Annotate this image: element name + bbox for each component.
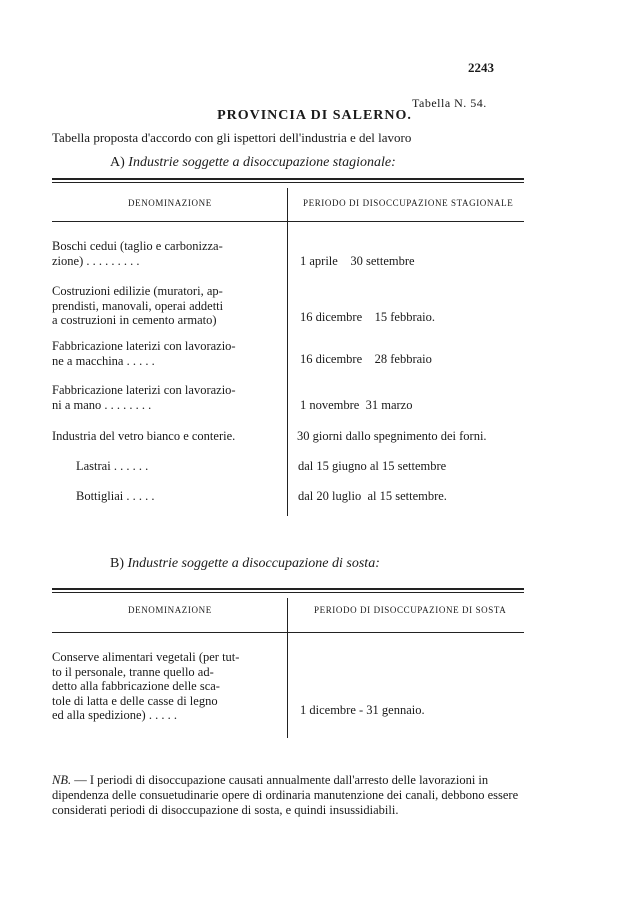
section-a-column-divider — [287, 188, 288, 516]
footnote — [52, 773, 532, 818]
section-a-title — [110, 155, 396, 171]
section-a-row-name: Boschi cedui (taglio e carbonizza- zione) . . . . . . . . . — [52, 239, 223, 268]
section-a-row-name: Industria del vetro bianco e conterie. — [52, 429, 236, 443]
section-a-row-period: dal 20 luglio al 15 settembre. — [298, 489, 447, 503]
section-b-title — [110, 556, 380, 572]
province-heading: PROVINCIA DI SALERNO. — [217, 108, 412, 123]
section-b-title-text: Industrie soggette a disoccupazione di sosta: — [127, 556, 380, 571]
footnote-text: — I periodi di disoccupazione causati annualmente dall'arresto delle lavorazioni in dipendenza delle consuetudinarie opere di ordinaria manutenzione dei canali, debbono essere considerati periodi di disoccupazione di sosta, e quindi insussidiabili. — [52, 773, 519, 817]
section-b-col2-header: PERIODO DI DISOCCUPAZIONE DI SOSTA — [314, 605, 507, 615]
section-a-row-name: Fabbricazione laterizi con lavorazio- ne a macchina . . . . . — [52, 339, 236, 368]
section-a-top-rule-thin — [52, 182, 524, 183]
section-a-row-period: 1 novembre 31 marzo — [300, 398, 413, 412]
section-a-row-period: 16 dicembre 28 febbraio — [300, 352, 432, 366]
table-subtitle: Tabella proposta d'accordo con gli ispettori dell'industria e del lavoro — [52, 130, 412, 145]
section-b-header-rule — [52, 632, 524, 633]
section-b-top-rule-thin — [52, 592, 524, 593]
section-a-top-rule — [52, 178, 524, 180]
section-a-row-period: 1 aprile 30 settembre — [300, 254, 415, 268]
page-number: 2243 — [468, 60, 494, 75]
section-b-row-name: Conserve alimentari vegetali (per tut- to il personale, tranne quello ad- detto alla fabbricazione delle sca- tole di latta e delle casse di legno ed alla spedizione) . . . . . — [52, 650, 240, 722]
section-a-row-period: 30 giorni dallo spegnimento dei forni. — [297, 429, 487, 443]
section-a-row-name: Lastrai . . . . . . — [76, 459, 149, 473]
table-label: Tabella N. 54. — [412, 96, 487, 110]
section-a-row-name: Fabbricazione laterizi con lavorazio- ni a mano . . . . . . . . — [52, 383, 236, 412]
section-b-top-rule — [52, 588, 524, 590]
section-a-header-rule — [52, 221, 524, 222]
section-a-title-text: Industrie soggette a disoccupazione stagionale: — [128, 155, 396, 170]
section-a-row-period: 16 dicembre 15 febbraio. — [300, 310, 436, 324]
section-b-row-period: 1 dicembre - 31 gennaio. — [300, 703, 425, 717]
section-a-row-name: Bottigliai . . . . . — [76, 489, 155, 503]
section-b-col1-header: DENOMINAZIONE — [128, 605, 212, 615]
section-a-row-period: dal 15 giugno al 15 settembre — [298, 459, 447, 473]
section-a-row-name: Costruzioni edilizie (muratori, ap- prendisti, manovali, operai addetti a costruzioni in cemento armato) — [52, 284, 224, 327]
section-b-column-divider — [287, 598, 288, 738]
section-a-prefix: A) — [110, 155, 125, 170]
section-a-col1-header: DENOMINAZIONE — [128, 198, 212, 208]
section-a-col2-header: PERIODO DI DISOCCUPAZIONE STAGIONALE — [303, 198, 514, 208]
footnote-label: NB. — [52, 773, 72, 787]
section-b-prefix: B) — [110, 556, 124, 571]
